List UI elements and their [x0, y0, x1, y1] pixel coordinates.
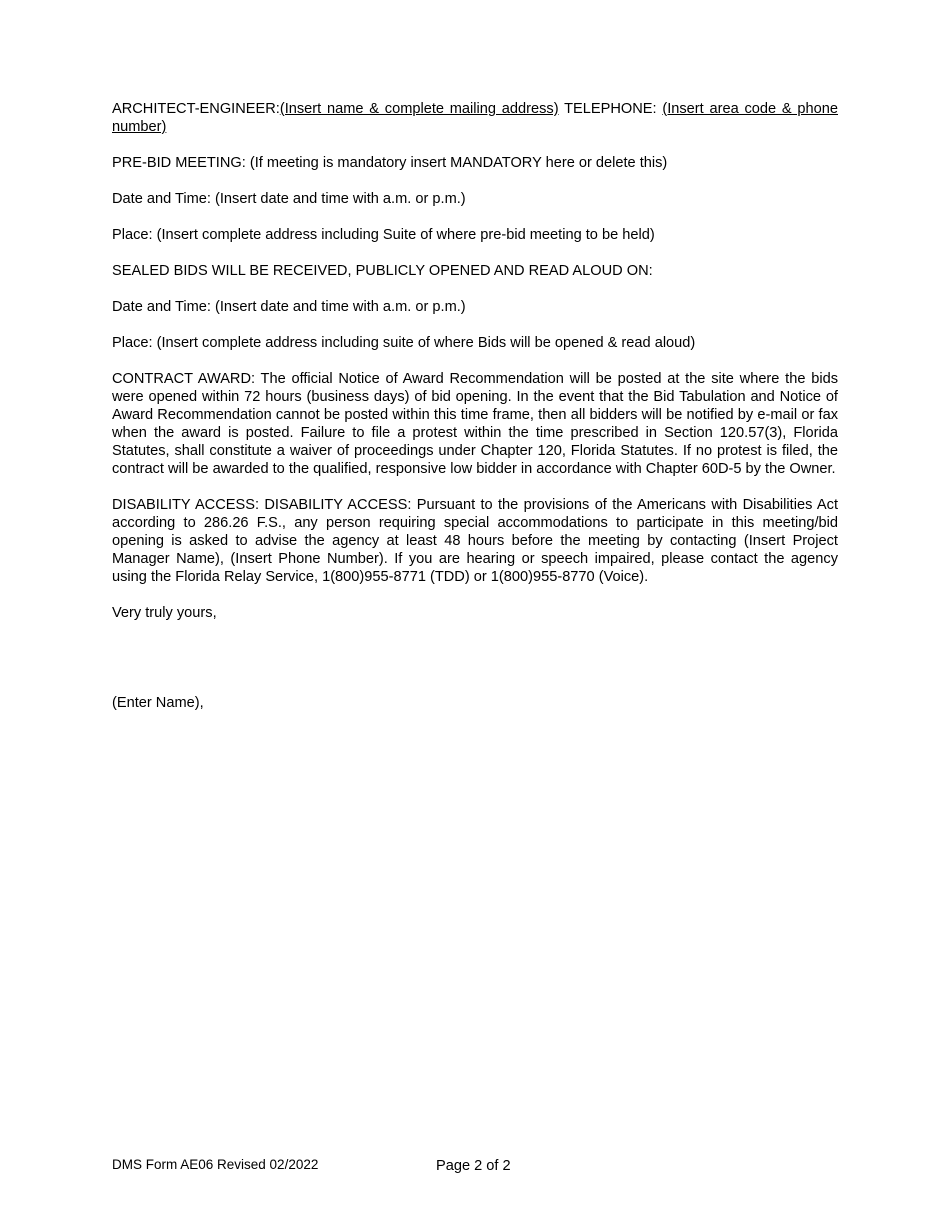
footer-page-number: Page 2 of 2 [436, 1158, 511, 1174]
telephone-label: TELEPHONE: [564, 101, 657, 117]
architect-label: ARCHITECT-ENGINEER: [112, 101, 280, 117]
closing-salutation: Very truly yours, [112, 605, 217, 621]
telephone-value: (Insert area code & phone number) [112, 101, 838, 135]
disability-access-paragraph: DISABILITY ACCESS: DISABILITY ACCESS: Pursuant to the provisions of the Americans with Disabilities Act according to 286.26 F.S., any person requiring special accommodations to participate in this meeting/bid opening is asked to advise the agency at least 48 hours before the meeting by contacting (Insert Project Manager Name), (Insert Phone Number). If you are hearing or speech impaired, please contact the agency using the Florida Relay Service, 1(800)955-8771 (TDD) or 1(800)955-8770 (Voice). [112, 497, 838, 585]
architect-engineer-line [112, 100, 838, 136]
sealed-bids-date-time: Date and Time: (Insert date and time with a.m. or p.m.) [112, 299, 466, 315]
prebid-date-time: Date and Time: (Insert date and time with a.m. or p.m.) [112, 191, 466, 207]
signature-space [112, 640, 838, 694]
architect-value: (Insert name & complete mailing address) [279, 101, 559, 117]
footer-form-id: DMS Form AE06 Revised 02/2022 [112, 1157, 319, 1172]
document-body [112, 100, 838, 730]
contract-award-paragraph: CONTRACT AWARD: The official Notice of Award Recommendation will be posted at the site where the bids were opened within 72 hours (business days) of bid opening. In the event that the Bid Tabulation and Notice of Award Recommendation cannot be posted within this time frame, then all bidders will be notified by e-mail or fax when the award is posted. Failure to file a protest within the time prescribed in Section 120.57(3), Florida Statutes, shall constitute a waiver of proceedings under Chapter 120, Florida Statutes. If no protest is filed, the contract will be awarded to the qualified, responsive low bidder in accordance with Chapter 60D-5 by the Owner. [112, 371, 838, 477]
prebid-meeting-line: PRE-BID MEETING: (If meeting is mandatory insert MANDATORY here or delete this) [112, 155, 668, 171]
sealed-bids-place: Place: (Insert complete address including suite of where Bids will be opened & read aloud) [112, 335, 696, 351]
signature-name: (Enter Name), [112, 695, 204, 711]
prebid-place: Place: (Insert complete address including Suite of where pre-bid meeting to be held) [112, 227, 655, 243]
sealed-bids-line: SEALED BIDS WILL BE RECEIVED, PUBLICLY OPENED AND READ ALOUD ON: [112, 263, 653, 279]
